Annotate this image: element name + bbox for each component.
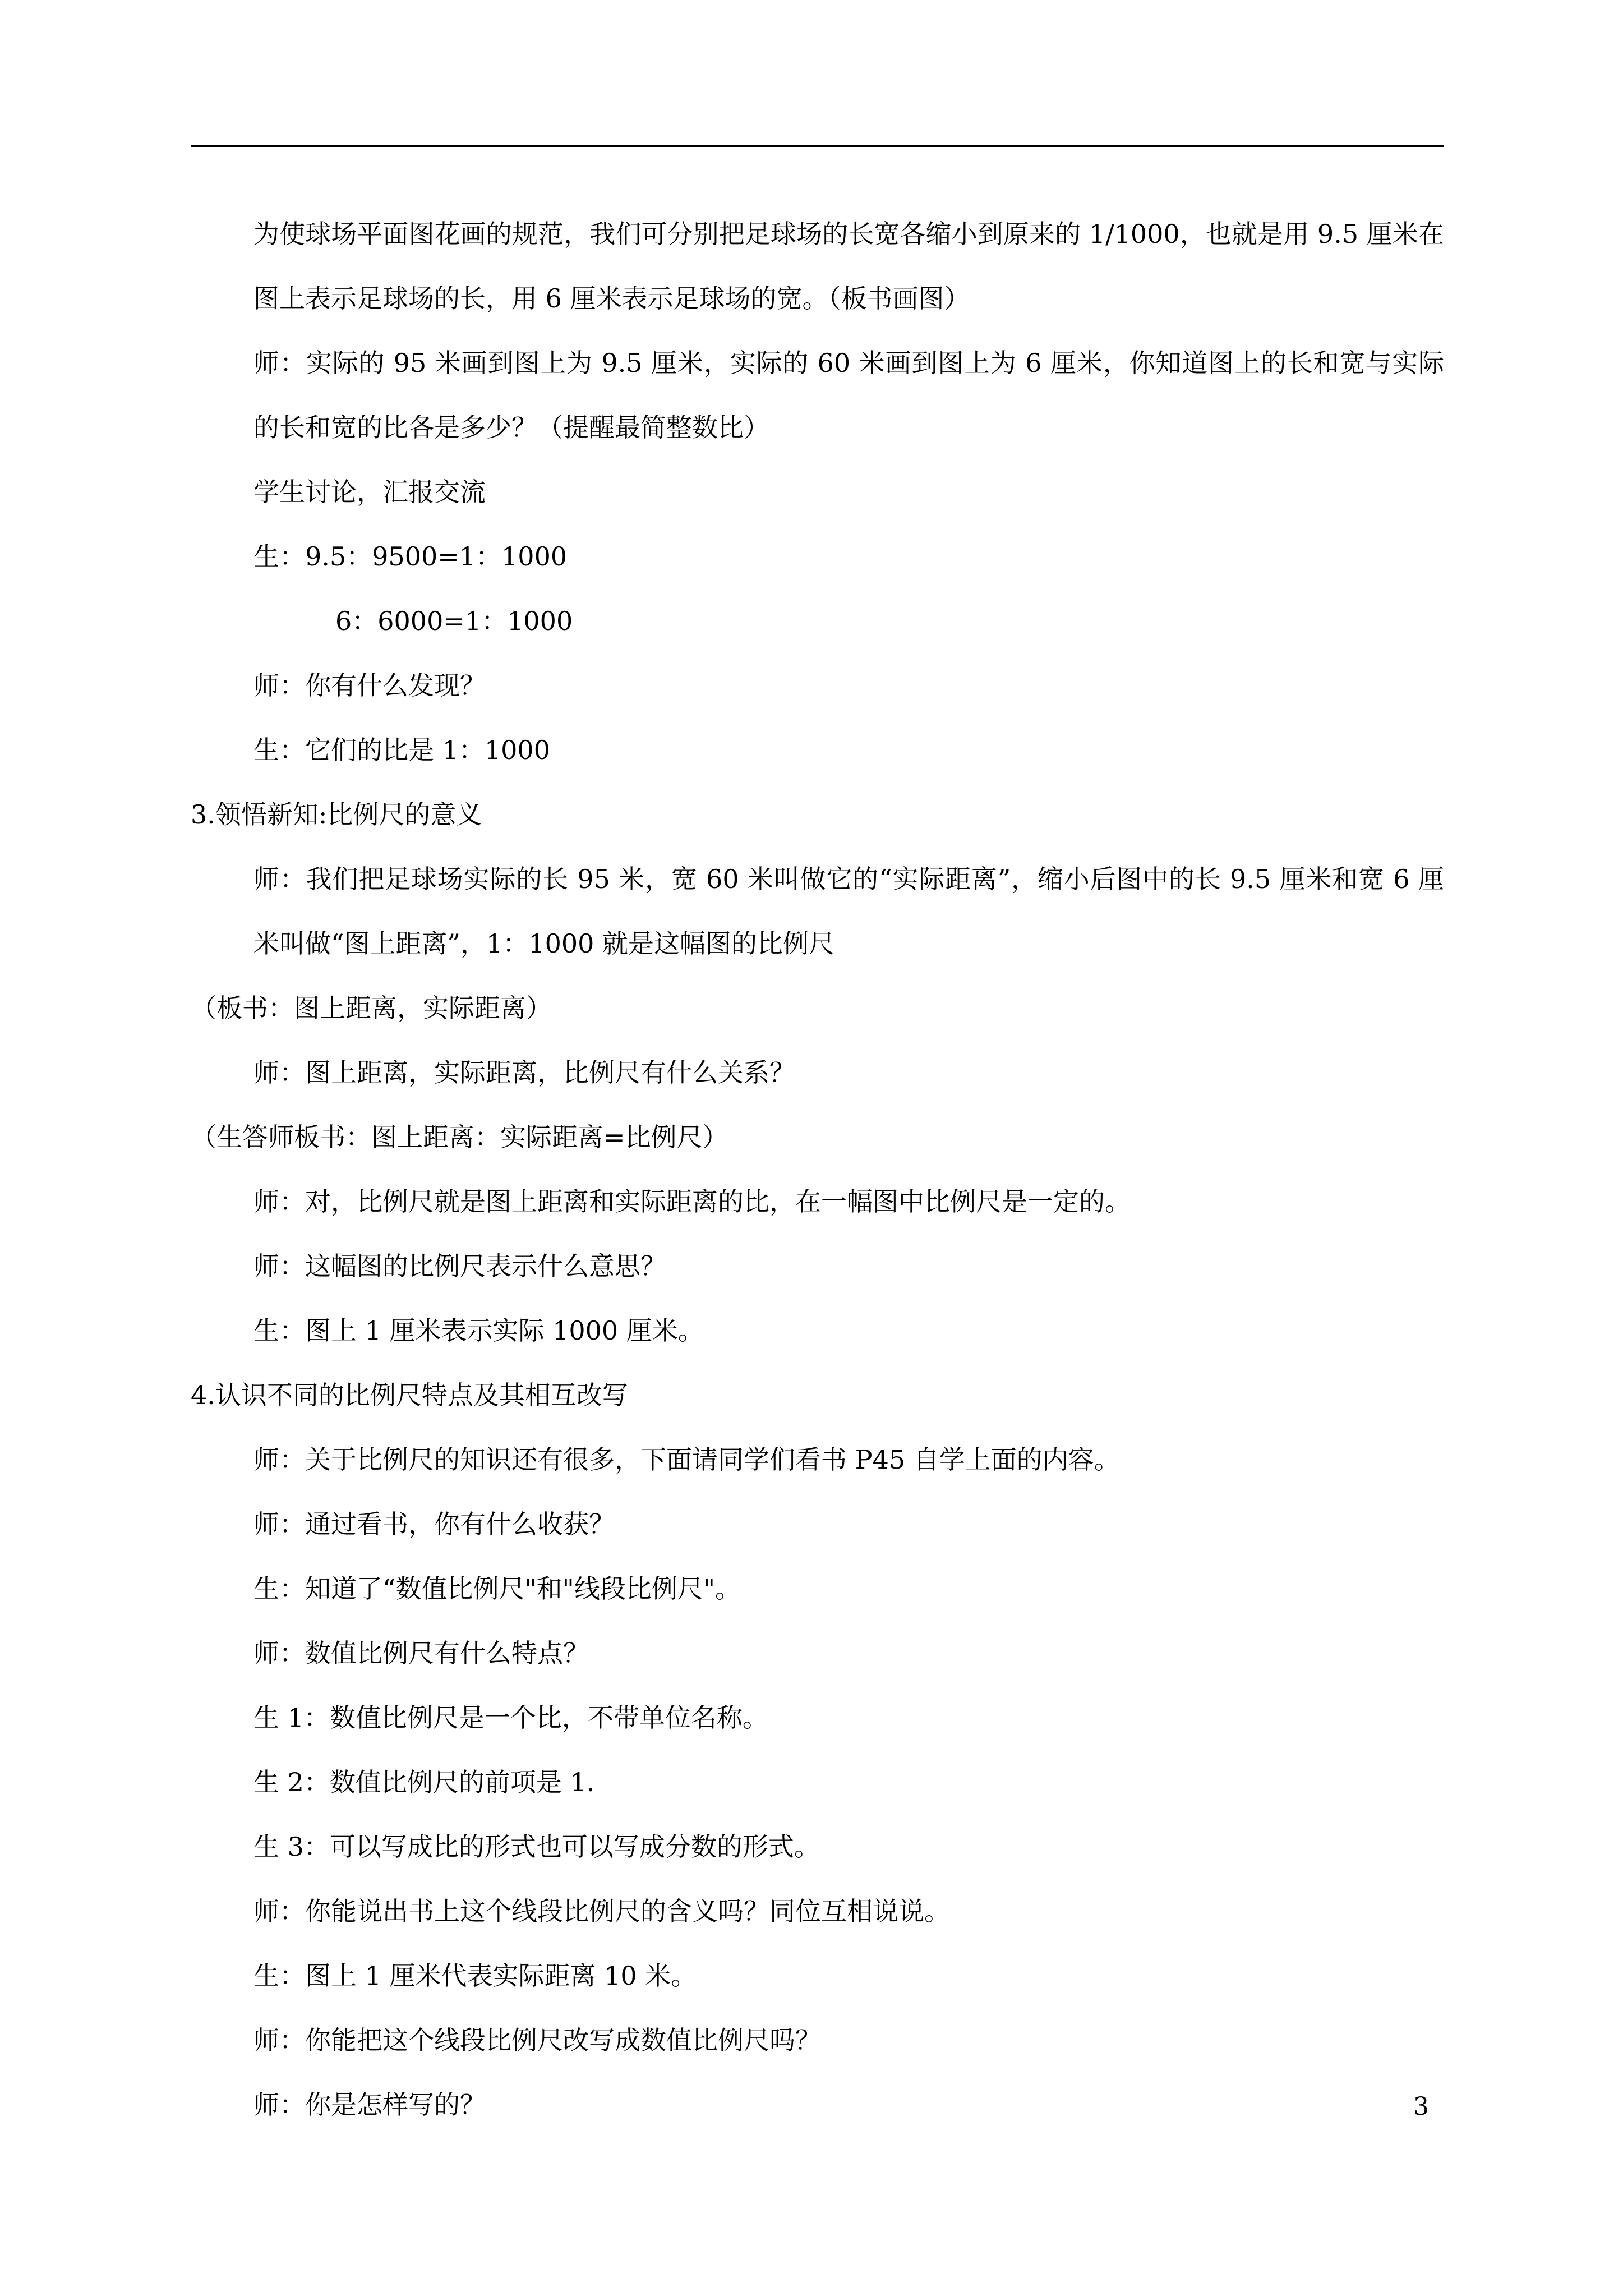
page-number: 3 (1413, 2092, 1429, 2121)
paragraph: 师：通过看书，你有什么收获？ (253, 1509, 615, 1539)
paragraph: 生 1：数值比例尺是一个比，不带单位名称。 (253, 1703, 768, 1733)
paragraph: 师：关于比例尺的知识还有很多，下面请同学们看书 P45 自学上面的内容。 (253, 1444, 1120, 1475)
paragraph: 师：实际的 95 米画到图上为 9.5 厘米，实际的 60 米画到图上为 6 厘米，你知道图上的长和宽与实际的长和宽的比各是多少？（提醒最简整数比） (253, 348, 1444, 443)
paragraph: 师：你能说出书上这个线段比例尺的含义吗？同位互相说说。 (253, 1896, 950, 1926)
section-heading: 3.领悟新知:比例尺的意义 (191, 799, 482, 830)
paragraph: （生答师板书：图上距离：实际距离=比例尺） (191, 1122, 728, 1152)
paragraph: 生：它们的比是 1：1000 (253, 735, 550, 765)
paragraph: 师：我们把足球场实际的长 95 米，宽 60 米叫做它的“实际距离”，缩小后图中的长 9.5 厘米和宽 6 厘米叫做“图上距离”，1：1000 就是这幅图的比例尺 (253, 864, 1444, 959)
paragraph: 6：6000=1：1000 (335, 606, 573, 636)
paragraph: 师：你能把这个线段比例尺改写成数值比例尺吗？ (253, 2025, 821, 2055)
paragraph: 生：图上 1 厘米表示实际 1000 厘米。 (253, 1315, 704, 1346)
paragraph: 为使球场平面图花画的规范，我们可分别把足球场的长宽各缩小到原来的 1/1000，也就是用 9.5 厘米在图上表示足球场的长，用 6 厘米表示足球场的宽。（板书画图） (253, 219, 1444, 314)
header-rule (191, 145, 1444, 147)
paragraph: 生：知道了“数值比例尺"和"线段比例尺"。 (253, 1573, 741, 1604)
paragraph: 生：图上 1 厘米代表实际距离 10 米。 (253, 1961, 697, 1991)
paragraph: 生：9.5：9500=1：1000 (253, 541, 568, 572)
paragraph: 师：你是怎样写的？ (253, 2090, 486, 2120)
paragraph: 师：对，比例尺就是图上距离和实际距离的比，在一幅图中比例尺是一定的。 (253, 1186, 1131, 1217)
section-heading: 4.认识不同的比例尺特点及其相互改写 (191, 1380, 628, 1410)
document-body (191, 202, 1444, 2137)
paragraph: （板书：图上距离，实际距离） (191, 993, 552, 1023)
paragraph: 师：这幅图的比例尺表示什么意思？ (253, 1251, 666, 1281)
paragraph: 生 3：可以写成比的形式也可以写成分数的形式。 (253, 1832, 820, 1862)
paragraph: 师：你有什么发现？ (253, 670, 486, 701)
paragraph: 生 2：数值比例尺的前项是 1. (253, 1767, 595, 1797)
paragraph: 师：图上距离，实际距离，比例尺有什么关系？ (253, 1057, 795, 1088)
paragraph: 师：数值比例尺有什么特点？ (253, 1638, 589, 1668)
paragraph: 学生讨论，汇报交流 (253, 477, 486, 507)
